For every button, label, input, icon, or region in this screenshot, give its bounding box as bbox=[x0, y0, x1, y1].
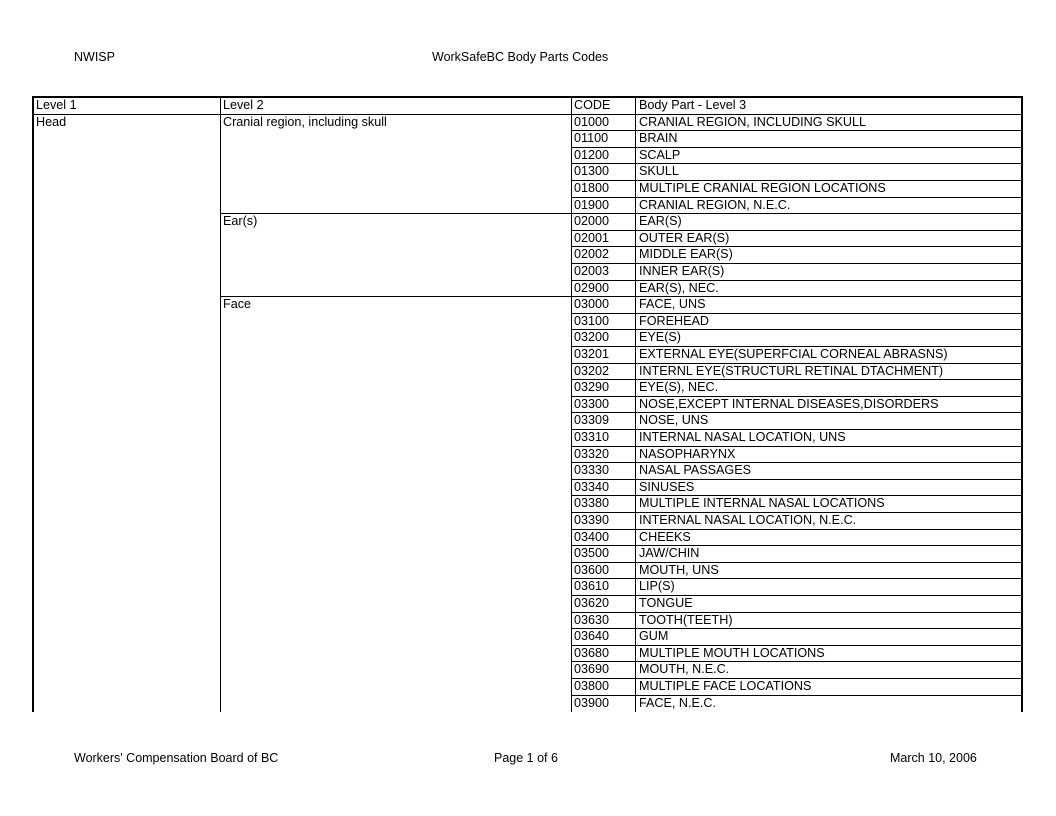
table-row bbox=[571, 364, 1021, 381]
table-row bbox=[571, 347, 1021, 364]
code-cell: 03000 bbox=[574, 297, 610, 312]
code-cell: 03390 bbox=[574, 513, 610, 527]
body-part-cell: FACE, UNS bbox=[639, 297, 706, 312]
body-part-cell: SINUSES bbox=[639, 479, 695, 494]
body-part-cell: MOUTH, N.E.C. bbox=[639, 662, 730, 677]
column-header-level1: Level 1 bbox=[36, 98, 77, 112]
table-row bbox=[571, 247, 1021, 264]
level2-label: Cranial region, including skull bbox=[223, 114, 387, 129]
code-cell: 01900 bbox=[574, 197, 610, 212]
code-cell: 03630 bbox=[574, 612, 610, 627]
table-row bbox=[571, 579, 1021, 596]
table-header-row bbox=[34, 98, 1021, 115]
code-cell: 03500 bbox=[574, 546, 610, 561]
body-part-cell: OUTER EAR(S) bbox=[639, 230, 730, 245]
table-row bbox=[571, 679, 1021, 696]
body-part-cell: JAW/CHIN bbox=[639, 546, 700, 561]
col-divider bbox=[220, 98, 221, 712]
code-cell: 03200 bbox=[574, 330, 610, 345]
code-cell: 03640 bbox=[574, 629, 610, 644]
table-row bbox=[571, 696, 1021, 713]
code-cell: 03680 bbox=[574, 645, 610, 660]
body-part-cell: FOREHEAD bbox=[639, 313, 709, 328]
code-cell: 03201 bbox=[574, 347, 610, 361]
table-row bbox=[571, 380, 1021, 397]
code-cell: 03620 bbox=[574, 596, 610, 610]
code-cell: 03320 bbox=[574, 446, 610, 461]
body-part-cell: MULTIPLE INTERNAL NASAL LOCATIONS bbox=[639, 496, 885, 511]
body-part-cell: LIP(S) bbox=[639, 579, 675, 594]
level1-label: Head bbox=[36, 114, 67, 129]
code-cell: 02000 bbox=[574, 214, 610, 229]
body-part-cell: INNER EAR(S) bbox=[639, 264, 725, 278]
code-cell: 03690 bbox=[574, 662, 610, 677]
body-part-cell: MULTIPLE FACE LOCATIONS bbox=[639, 679, 812, 693]
table-row bbox=[571, 214, 1021, 231]
footer-page-number: Page 1 of 6 bbox=[494, 751, 558, 765]
body-part-cell: MULTIPLE MOUTH LOCATIONS bbox=[639, 645, 825, 660]
table-row bbox=[571, 314, 1021, 331]
body-part-cell: GUM bbox=[639, 629, 669, 644]
body-part-cell: EXTERNAL EYE(SUPERFCIAL CORNEAL ABRASNS) bbox=[639, 347, 948, 361]
code-cell: 03600 bbox=[574, 562, 610, 577]
table-row bbox=[571, 131, 1021, 148]
header-left: NWISP bbox=[74, 50, 115, 64]
body-part-cell: EYE(S) bbox=[639, 330, 681, 345]
code-cell: 03290 bbox=[574, 380, 610, 395]
table-row bbox=[571, 264, 1021, 281]
body-part-cell: MIDDLE EAR(S) bbox=[639, 247, 733, 262]
table-row bbox=[571, 480, 1021, 497]
table-row bbox=[571, 447, 1021, 464]
level2-label: Face bbox=[223, 297, 251, 312]
table-row bbox=[571, 430, 1021, 447]
body-part-cell: TOOTH(TEETH) bbox=[639, 612, 733, 627]
code-cell: 03309 bbox=[574, 413, 610, 428]
code-cell: 01200 bbox=[574, 147, 610, 162]
footer-organization: Workers' Compensation Board of BC bbox=[74, 751, 279, 765]
column-header-code: CODE bbox=[574, 98, 611, 112]
table-row bbox=[571, 164, 1021, 181]
table-row bbox=[571, 281, 1021, 298]
body-part-cell: NASAL PASSAGES bbox=[639, 463, 751, 478]
code-cell: 03900 bbox=[574, 695, 610, 710]
body-part-cell: NOSE,EXCEPT INTERNAL DISEASES,DISORDERS bbox=[639, 396, 939, 411]
table-row bbox=[571, 297, 1021, 314]
table-row bbox=[571, 231, 1021, 248]
body-part-cell: CHEEKS bbox=[639, 529, 691, 544]
body-part-cell: INTERNAL NASAL LOCATION, UNS bbox=[639, 430, 846, 444]
code-cell: 02003 bbox=[574, 264, 610, 278]
body-part-cell: CRANIAL REGION, INCLUDING SKULL bbox=[639, 114, 866, 129]
code-cell: 03610 bbox=[574, 579, 610, 594]
table-row bbox=[571, 662, 1021, 679]
table-row bbox=[571, 148, 1021, 165]
body-part-cell: BRAIN bbox=[639, 131, 678, 146]
body-part-cell: EAR(S), NEC. bbox=[639, 280, 719, 295]
code-cell: 03310 bbox=[574, 430, 610, 444]
code-cell: 03380 bbox=[574, 496, 610, 511]
table-row bbox=[571, 413, 1021, 430]
table-row bbox=[571, 596, 1021, 613]
code-cell: 02001 bbox=[574, 230, 610, 245]
body-parts-table bbox=[32, 96, 1023, 712]
table-row bbox=[571, 397, 1021, 414]
code-cell: 03202 bbox=[574, 363, 610, 378]
column-header-body-part: Body Part - Level 3 bbox=[639, 98, 747, 112]
code-cell: 02900 bbox=[574, 280, 610, 295]
table-row bbox=[571, 463, 1021, 480]
table-row bbox=[571, 613, 1021, 630]
column-header-level2: Level 2 bbox=[223, 98, 264, 112]
table-row bbox=[571, 330, 1021, 347]
code-cell: 03340 bbox=[574, 479, 610, 494]
code-cell: 01300 bbox=[574, 164, 610, 179]
body-part-cell: INTERNL EYE(STRUCTURL RETINAL DTACHMENT) bbox=[639, 363, 944, 378]
body-part-cell: NOSE, UNS bbox=[639, 413, 709, 428]
code-cell: 03800 bbox=[574, 679, 610, 693]
body-part-cell: EYE(S), NEC. bbox=[639, 380, 719, 395]
body-part-cell: INTERNAL NASAL LOCATION, N.E.C. bbox=[639, 513, 857, 527]
table-row bbox=[571, 546, 1021, 563]
code-cell: 03300 bbox=[574, 396, 610, 411]
table-row bbox=[571, 181, 1021, 198]
body-part-cell: FACE, N.E.C. bbox=[639, 695, 716, 710]
code-cell: 03100 bbox=[574, 313, 610, 328]
level2-label: Ear(s) bbox=[223, 214, 258, 229]
table-row bbox=[571, 496, 1021, 513]
body-part-cell: MULTIPLE CRANIAL REGION LOCATIONS bbox=[639, 181, 886, 195]
body-part-cell: EAR(S) bbox=[639, 214, 682, 229]
table-row bbox=[571, 530, 1021, 547]
group-divider bbox=[220, 213, 571, 214]
body-part-cell: NASOPHARYNX bbox=[639, 446, 736, 461]
table-row bbox=[571, 513, 1021, 530]
body-part-cell: SCALP bbox=[639, 147, 681, 162]
table-row bbox=[571, 115, 1021, 132]
code-cell: 02002 bbox=[574, 247, 610, 262]
table-row bbox=[571, 646, 1021, 663]
group-divider bbox=[220, 296, 571, 297]
footer-date: March 10, 2006 bbox=[890, 751, 977, 765]
body-part-cell: TONGUE bbox=[639, 596, 693, 610]
table-row bbox=[571, 563, 1021, 580]
page-title: WorkSafeBC Body Parts Codes bbox=[432, 50, 609, 64]
code-cell: 01000 bbox=[574, 114, 610, 129]
code-cell: 01100 bbox=[574, 131, 609, 146]
body-part-cell: CRANIAL REGION, N.E.C. bbox=[639, 197, 791, 212]
body-part-cell: SKULL bbox=[639, 164, 679, 179]
table-row bbox=[571, 629, 1021, 646]
body-part-cell: MOUTH, UNS bbox=[639, 562, 719, 577]
code-cell: 03330 bbox=[574, 463, 610, 478]
code-cell: 03400 bbox=[574, 529, 610, 544]
table-row bbox=[571, 198, 1021, 215]
code-cell: 01800 bbox=[574, 181, 610, 195]
